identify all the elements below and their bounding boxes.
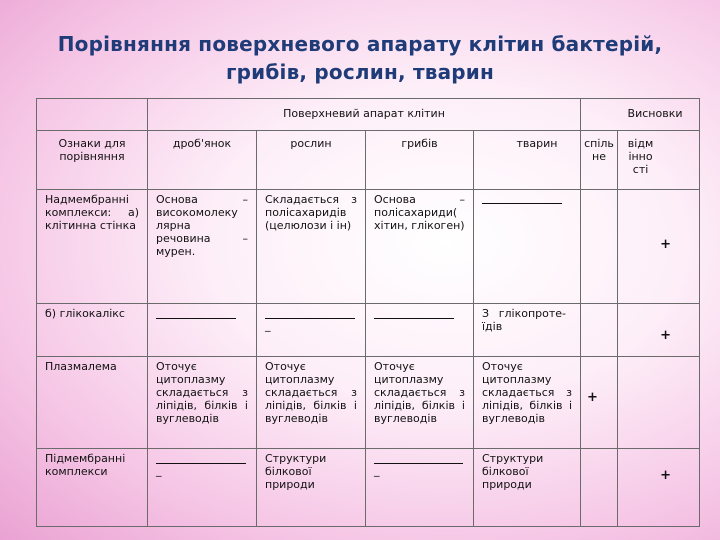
header-plants: рослин bbox=[257, 131, 366, 190]
header-differences: відм інно сті bbox=[618, 131, 700, 190]
title-line-1: Порівняння поверхневого апарату клітин бактерій, bbox=[57, 32, 663, 56]
cell-plants bbox=[257, 304, 366, 357]
cell-animals: З глікопроте-їдів bbox=[474, 304, 581, 357]
comparison-table bbox=[36, 98, 700, 527]
header-row-2 bbox=[37, 131, 700, 190]
header-common: спіль не bbox=[581, 131, 618, 190]
title-line-2: грибів, рослин, тварин bbox=[225, 60, 495, 84]
row-feature: Надмембранні комплекси: а) клітинна стінка bbox=[37, 190, 148, 304]
cell-animals bbox=[474, 190, 581, 304]
cell-fungi bbox=[366, 304, 474, 357]
header-fungi: грибів bbox=[366, 131, 474, 190]
dash-tail: _ bbox=[374, 464, 380, 477]
cell-common bbox=[581, 304, 618, 357]
row-feature: б) глікокалікс bbox=[37, 304, 148, 357]
header-animals: тварин bbox=[474, 131, 581, 190]
cell-plants: Складається з полісахаридів (целюлози і ін) bbox=[257, 190, 366, 304]
cell-bacteria: Основа – високомолеку лярна речовина – мурен. bbox=[148, 190, 257, 304]
dash-line bbox=[265, 307, 355, 319]
header-surface-apparatus: Поверхневий апарат клітин bbox=[148, 99, 581, 131]
plus-mark: + bbox=[660, 237, 672, 252]
cell-plants: Структури білкової природи bbox=[257, 449, 366, 527]
header-features: Ознаки для порівняння bbox=[37, 131, 148, 190]
table-row bbox=[37, 190, 700, 304]
dash-line bbox=[482, 192, 562, 204]
cell-bacteria bbox=[148, 304, 257, 357]
cell-common bbox=[581, 190, 618, 304]
plus-mark: + bbox=[660, 328, 672, 343]
dash-tail: _ bbox=[265, 319, 271, 332]
header-empty-cell bbox=[37, 99, 148, 131]
slide-title bbox=[0, 30, 720, 86]
cell-common bbox=[581, 449, 618, 527]
cell-fungi bbox=[366, 449, 474, 527]
row-feature: Плазмалема bbox=[37, 357, 148, 449]
dash-tail: _ bbox=[156, 464, 162, 477]
dash-line bbox=[156, 452, 246, 464]
table-row bbox=[37, 304, 700, 357]
dash-line bbox=[374, 452, 463, 464]
cell-animals: Оточує цитоплазму складається з ліпідів, білків і вуглеводів bbox=[474, 357, 581, 449]
row-feature: Підмембранні комплекси bbox=[37, 449, 148, 527]
cell-bacteria: Оточує цитоплазму складається з ліпідів, білків і вуглеводів bbox=[148, 357, 257, 449]
cell-diff bbox=[618, 357, 700, 449]
cell-animals: Структури білкової природи bbox=[474, 449, 581, 527]
header-bacteria: дроб'янок bbox=[148, 131, 257, 190]
cell-diff bbox=[618, 304, 700, 357]
plus-mark: + bbox=[660, 468, 672, 483]
cell-diff bbox=[618, 190, 700, 304]
dash-line bbox=[374, 307, 454, 319]
cell-bacteria bbox=[148, 449, 257, 527]
table-row bbox=[37, 357, 700, 449]
cell-diff bbox=[618, 449, 700, 527]
header-row-1 bbox=[37, 99, 700, 131]
header-conclusions: Висновки bbox=[581, 99, 700, 131]
cell-fungi: Основа – полісахариди( хітин, глікоген) bbox=[366, 190, 474, 304]
cell-fungi: Оточує цитоплазму складається з ліпідів, білків і вуглеводів bbox=[366, 357, 474, 449]
cell-plants: Оточує цитоплазму складається з ліпідів, білків і вуглеводів bbox=[257, 357, 366, 449]
table-row bbox=[37, 449, 700, 527]
dash-line bbox=[156, 307, 236, 319]
cell-common: + bbox=[581, 357, 618, 449]
